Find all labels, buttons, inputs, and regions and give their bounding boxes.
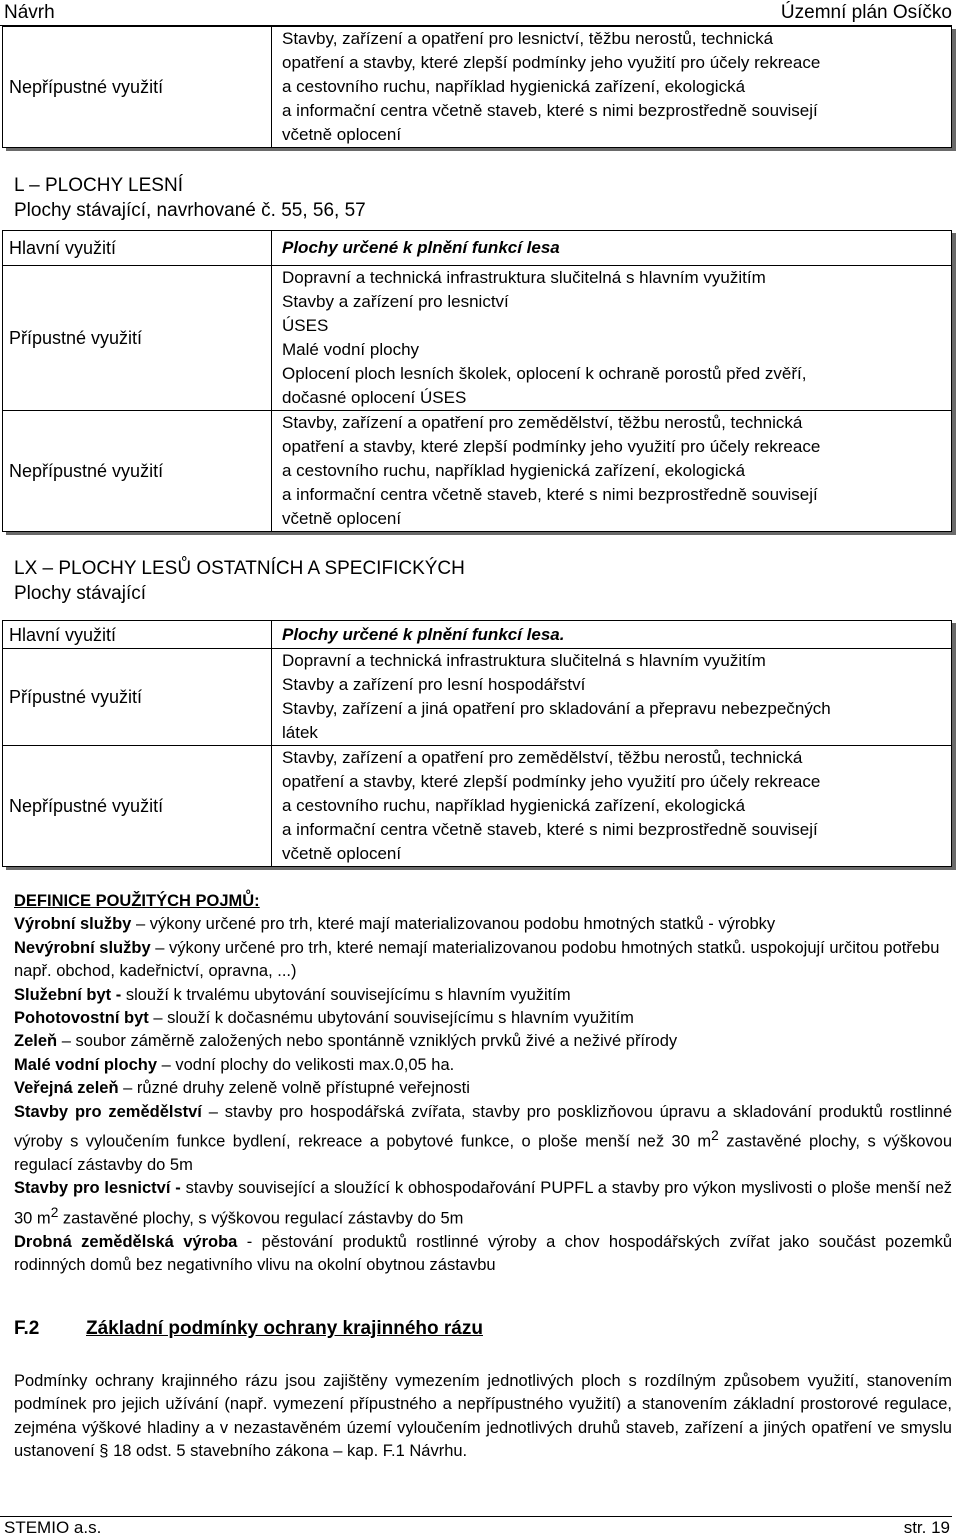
line: ÚSES bbox=[282, 316, 329, 335]
definition-text: – slouží k dočasnému ubytování souvisejícímu s hlavním využitím bbox=[148, 1009, 634, 1028]
pripustne-value bbox=[272, 266, 952, 411]
definitions bbox=[14, 890, 952, 1278]
line: Stavby a zařízení pro lesní hospodářství bbox=[282, 675, 586, 694]
definition-item bbox=[14, 1101, 952, 1178]
definition-term: Malé vodní plochy bbox=[14, 1055, 158, 1074]
line: a informační centra včetně staveb, které s nimi bezprostředně souvisejí bbox=[282, 101, 818, 120]
definition-text: – vodní plochy do velikosti max.0,05 ha. bbox=[157, 1055, 455, 1074]
line: Malé vodní plochy bbox=[282, 340, 420, 359]
line: opatření a stavby, které zlepší podmínky jeho využití pro účely rekreace bbox=[282, 437, 821, 456]
section-l-subtitle: Plochy stávající, navrhované č. 55, 56, 57 bbox=[14, 200, 366, 221]
definition-item bbox=[14, 1077, 952, 1100]
section-l-title: L – PLOCHY LESNÍ bbox=[14, 175, 183, 196]
definition-term: Stavby pro lesnictví - bbox=[14, 1179, 181, 1198]
line: látek bbox=[282, 723, 318, 742]
line: a cestovního ruchu, například hygienická zařízení, ekologická bbox=[282, 77, 746, 96]
line: a informační centra včetně staveb, které s nimi bezprostředně souvisejí bbox=[282, 485, 818, 504]
page-header bbox=[0, 0, 952, 27]
hlavni-value: Plochy určené k plnění funkcí lesa. bbox=[272, 621, 952, 649]
hlavni-label: Hlavní využití bbox=[3, 231, 272, 266]
definition-text: – výkony určené pro trh, které nemají materializovanou podobu hmotných statků. uspokojují určitou potřebu např. obchod, kadeřnictví, opravna, ...) bbox=[14, 938, 940, 981]
definition-text: – stavby pro hospodářská zvířata, stavby pro posklizňovou úpravu a skladování produktů rostlinné výroby s vyloučením funkce bydlení, rekreace a pobytové funkce, o ploše menší než 30 m bbox=[14, 1102, 953, 1151]
line: Stavby a zařízení pro lesnictví bbox=[282, 292, 509, 311]
section-lx-title: LX – PLOCHY LESŮ OSTATNÍCH A SPECIFICKÝCH bbox=[14, 558, 465, 579]
definition-term: Pohotovostní byt bbox=[14, 1009, 149, 1028]
section-lx-subtitle: Plochy stávající bbox=[14, 583, 146, 604]
definition-term: Drobná zemědělská výroba bbox=[14, 1232, 238, 1251]
line: Dopravní a technická infrastruktura slučitelná s hlavním využitím bbox=[282, 651, 766, 670]
table-continuation bbox=[2, 26, 952, 148]
definition-term: Výrobní služby bbox=[14, 915, 132, 934]
definition-term: Zeleň bbox=[14, 1032, 58, 1051]
line: opatření a stavby, které zlepší podmínky jeho využití pro účely rekreace bbox=[282, 53, 821, 72]
footer-rule bbox=[0, 1516, 952, 1517]
definition-tail: zastavěné plochy, s výškovou regulací zástavby do 5m bbox=[58, 1209, 464, 1228]
footer-company: STEMIO a.s. bbox=[4, 1518, 102, 1537]
section-f2-paragraph bbox=[14, 1370, 952, 1464]
definition-text: slouží k trvalému ubytování souvisejícímu s hlavním využitím bbox=[121, 985, 571, 1004]
definition-text: - pěstování produktů rostlinné výroby a chov hospodářských zvířat jako součást pozemků rodinných domů bez negativního vlivu na okolní obytnou zástavbu bbox=[14, 1232, 952, 1275]
line: dočasné oplocení ÚSES bbox=[282, 388, 467, 407]
line: Stavby, zařízení a opatření pro lesnictví, těžbu nerostů, technická bbox=[282, 29, 774, 48]
line: opatření a stavby, které zlepší podmínky jeho využití pro účely rekreace bbox=[282, 772, 821, 791]
nepripustne-label: Nepřípustné využití bbox=[3, 411, 272, 532]
line: včetně oplocení bbox=[282, 844, 402, 863]
definition-term: Služební byt - bbox=[14, 985, 122, 1004]
definitions-heading: DEFINICE POUŽITÝCH POJMŮ: bbox=[14, 892, 260, 910]
definition-item bbox=[14, 1231, 952, 1278]
footer-page-number: str. 19 bbox=[903, 1518, 950, 1537]
definition-item bbox=[14, 1030, 952, 1053]
table-section-lx bbox=[2, 620, 952, 867]
definition-text: – různé druhy zeleně volně přístupné veřejnosti bbox=[118, 1079, 470, 1098]
table-section-l bbox=[2, 230, 952, 532]
definition-text: stavby související a sloužící k obhospodařování PUPFL a stavby pro výkon myslivosti o ploše menší než 30 m bbox=[14, 1179, 952, 1228]
pripustne-label: Přípustné využití bbox=[3, 266, 272, 411]
definition-item bbox=[14, 1177, 952, 1230]
definition-item bbox=[14, 913, 952, 936]
superscript: 2 bbox=[711, 1128, 719, 1144]
definition-item bbox=[14, 984, 952, 1007]
definition-term: Veřejná zeleň bbox=[14, 1079, 119, 1098]
line: a informační centra včetně staveb, které s nimi bezprostředně souvisejí bbox=[282, 820, 818, 839]
definition-item bbox=[14, 1007, 952, 1030]
pripustne-value bbox=[272, 649, 952, 746]
nepripustne-value bbox=[272, 411, 952, 532]
definition-text: – soubor záměrně založených nebo spontánně vzniklých prvků živé a neživé přírody bbox=[57, 1032, 678, 1051]
line: Oplocení ploch lesních školek, oplocení k ochraně porostů před zvěří, bbox=[282, 364, 807, 383]
paragraph-text: Podmínky ochrany krajinného rázu jsou zajištěny vymezením jednotlivých ploch s rozdílným způsobem využití, stanovením podmínek pro jejich užívání (např. vymezení přípustného a nepřípustného využití) a stanovením základní prostorové regulace, zejména výškové hladiny a v nezastavěném území vyloučením jednotlivých druhů staveb, zařízení a jiných opatření ve smyslu ustanovení § 18 odst. 5 stavebního zákona – kap. F.1 Návrhu. bbox=[14, 1372, 952, 1461]
definition-item bbox=[14, 937, 952, 984]
hlavni-value: Plochy určené k plnění funkcí lesa bbox=[272, 231, 952, 266]
line: včetně oplocení bbox=[282, 125, 402, 144]
definition-text: – výkony určené pro trh, které mají materializovanou podobu hmotných statků - výrobky bbox=[131, 915, 776, 934]
definition-tail: zastavěné plochy, s výškovou regulací zástavby do 5m bbox=[14, 1132, 952, 1174]
line: a cestovního ruchu, například hygienická zařízení, ekologická bbox=[282, 461, 746, 480]
hlavni-label: Hlavní využití bbox=[3, 621, 272, 649]
label-cell: Nepřípustné využití bbox=[3, 27, 272, 148]
line: Stavby, zařízení a jiná opatření pro skladování a přepravu nebezpečných bbox=[282, 699, 831, 718]
header-left: Návrh bbox=[4, 2, 55, 23]
line: Stavby, zařízení a opatření pro zemědělství, těžbu nerostů, technická bbox=[282, 413, 803, 432]
pripustne-label: Přípustné využití bbox=[3, 649, 272, 746]
line: a cestovního ruchu, například hygienická zařízení, ekologická bbox=[282, 796, 746, 815]
section-title: Základní podmínky ochrany krajinného rázu bbox=[86, 1318, 483, 1339]
nepripustne-value bbox=[272, 746, 952, 867]
section-number: F.2 bbox=[14, 1318, 40, 1339]
nepripustne-label: Nepřípustné využití bbox=[3, 746, 272, 867]
line: Dopravní a technická infrastruktura slučitelná s hlavním využitím bbox=[282, 268, 766, 287]
line: včetně oplocení bbox=[282, 509, 402, 528]
definition-term: Stavby pro zemědělství bbox=[14, 1102, 202, 1121]
superscript: 2 bbox=[50, 1204, 59, 1220]
value-cell bbox=[272, 27, 952, 148]
definition-term: Nevýrobní služby bbox=[14, 938, 151, 957]
line: Stavby, zařízení a opatření pro zemědělství, těžbu nerostů, technická bbox=[282, 748, 803, 767]
definition-item bbox=[14, 1054, 952, 1077]
header-right: Územní plán Osíčko bbox=[780, 2, 952, 23]
